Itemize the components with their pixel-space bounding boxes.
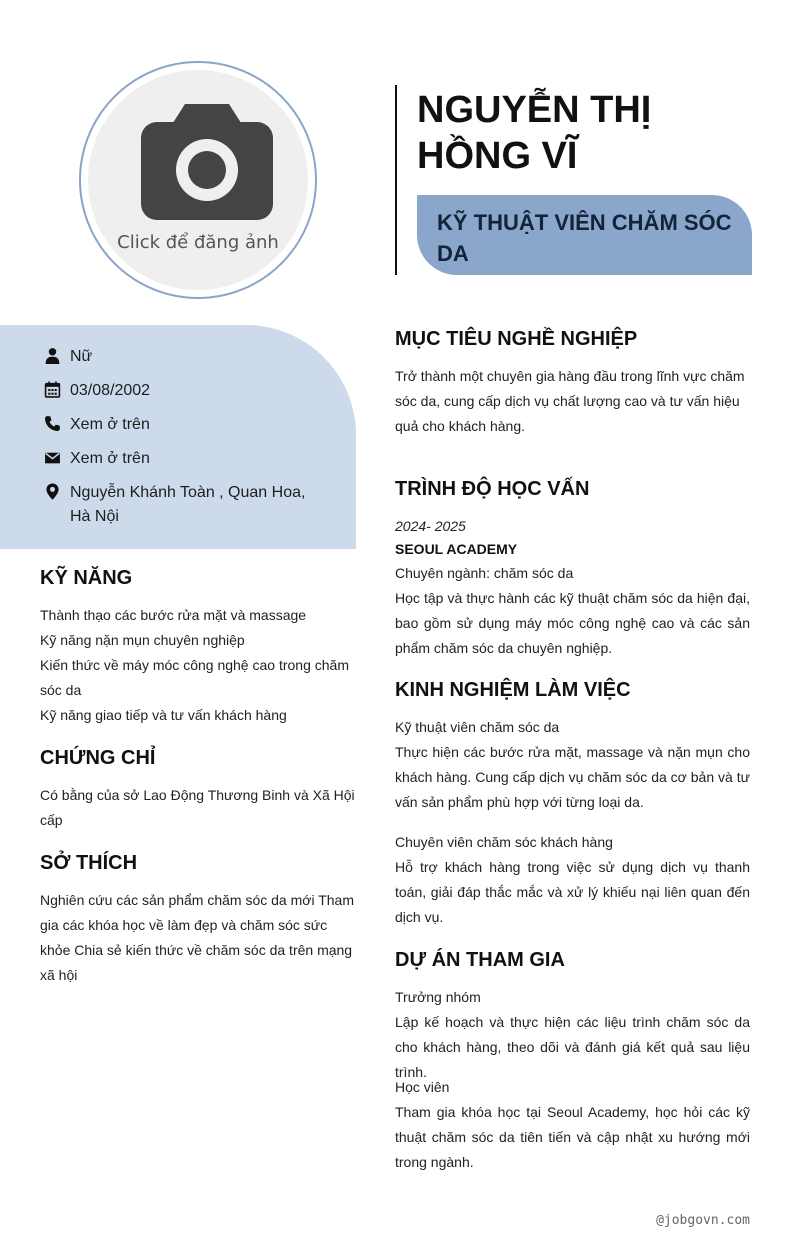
contact-birthday: [44, 379, 320, 403]
location-pin-icon: [44, 483, 61, 500]
project-item: [395, 1075, 750, 1175]
certificates-text: Có bằng của sở Lao Động Thương Binh và Xã Hội cấp: [40, 787, 355, 828]
skills-list: [40, 603, 356, 728]
project-description: Lập kế hoạch và thực hiện các liệu trình chăm sóc da cho khách hàng, theo dõi và đánh giá kết quả sau liệu trình.: [395, 1014, 750, 1080]
job-title: KỸ THUẬT VIÊN CHĂM SÓC DA: [437, 210, 732, 266]
education-major: Chuyên ngành: chăm sóc da: [395, 565, 574, 581]
email-value: Xem ở trên: [70, 450, 150, 467]
gender-value: Nữ: [70, 348, 93, 365]
camera-icon: [141, 104, 273, 220]
contact-gender: [44, 345, 320, 369]
birthday-value: 03/08/2002: [70, 382, 151, 399]
project-item: [395, 985, 750, 1085]
contact-address: [44, 481, 320, 529]
calendar-icon: [44, 381, 61, 398]
address-value: [70, 481, 320, 529]
skill-item: Kiến thức về máy móc công nghệ cao trong chăm sóc da: [40, 657, 349, 698]
experience-heading: KINH NGHIỆM LÀM VIỆC: [395, 679, 631, 701]
project-role: Trưởng nhóm: [395, 989, 481, 1005]
education-entry: [395, 515, 750, 661]
person-icon: [44, 347, 61, 364]
projects-heading: DỰ ÁN THAM GIA: [395, 949, 565, 971]
contact-panel: [0, 325, 356, 549]
experience-description: Thực hiện các bước rửa mặt, massage và nặn mụn cho khách hàng. Cung cấp dịch vụ chăm sóc da cơ bản và tư vấn sản phẩm phù hợp với từng loại da.: [395, 744, 750, 810]
objective-heading: MỤC TIÊU NGHỀ NGHIỆP: [395, 328, 638, 350]
watermark: @jobgovn.com: [656, 1213, 750, 1228]
contact-email: [44, 447, 320, 471]
project-description: Tham gia khóa học tại Seoul Academy, học hỏi các kỹ thuật chăm sóc da tiên tiến và cập nhật xu hướng mới trong ngành.: [395, 1104, 750, 1170]
hobbies-text: Nghiên cứu các sản phẩm chăm sóc da mới Tham gia các khóa học về làm đẹp và chăm sóc sức khỏe Chia sẻ kiến thức về chăm sóc da trên mạng xã hội: [40, 892, 354, 983]
objective-text: Trở thành một chuyên gia hàng đầu trong lĩnh vực chăm sóc da, cung cấp dịch vụ chất lượng cao và tư vấn hiệu quả cho khách hàng.: [395, 368, 745, 434]
skills-heading: KỸ NĂNG: [40, 567, 133, 589]
photo-upload[interactable]: [79, 61, 317, 299]
experience-item: [395, 830, 750, 930]
name-block: [395, 85, 755, 275]
phone-value: Xem ở trên: [70, 416, 150, 433]
photo-upload-label[interactable]: Click để đăng ảnh: [117, 232, 279, 253]
skill-item: Kỹ năng giao tiếp và tư vấn khách hàng: [40, 707, 287, 723]
skill-item: Kỹ năng nặn mụn chuyên nghiệp: [40, 632, 245, 648]
experience-role: Kỹ thuật viên chăm sóc da: [395, 719, 560, 735]
education-description: Học tập và thực hành các kỹ thuật chăm sóc da hiện đại, bao gồm sử dụng máy móc công nghệ cao và các sản phẩm chăm sóc da chuyên nghiệp.: [395, 590, 750, 656]
photo-placeholder[interactable]: [88, 70, 308, 290]
experience-item: [395, 715, 750, 815]
address-line-2: Hà Nội: [70, 508, 119, 525]
education-heading: TRÌNH ĐỘ HỌC VẤN: [395, 478, 590, 500]
contact-phone: [44, 413, 320, 437]
hobbies-heading: SỞ THÍCH: [40, 852, 138, 874]
education-period: 2024- 2025: [395, 518, 466, 534]
phone-icon: [44, 415, 61, 432]
education-school: SEOUL ACADEMY: [395, 541, 518, 557]
experience-role: Chuyên viên chăm sóc khách hàng: [395, 834, 613, 850]
project-role: Học viên: [395, 1079, 450, 1095]
job-title-badge: [417, 195, 752, 275]
certificates-heading: CHỨNG CHỈ: [40, 747, 156, 769]
skill-item: Thành thạo các bước rửa mặt và massage: [40, 607, 307, 623]
candidate-name: NGUYỄN THỊ HỒNG VĨ: [417, 89, 652, 177]
experience-description: Hỗ trợ khách hàng trong việc sử dụng dịch vụ thanh toán, giải đáp thắc mắc và xử lý khiếu nại liên quan đến dịch vụ.: [395, 859, 750, 925]
email-icon: [44, 449, 61, 466]
address-line-1: Nguyễn Khánh Toàn , Quan Hoa,: [70, 484, 306, 501]
